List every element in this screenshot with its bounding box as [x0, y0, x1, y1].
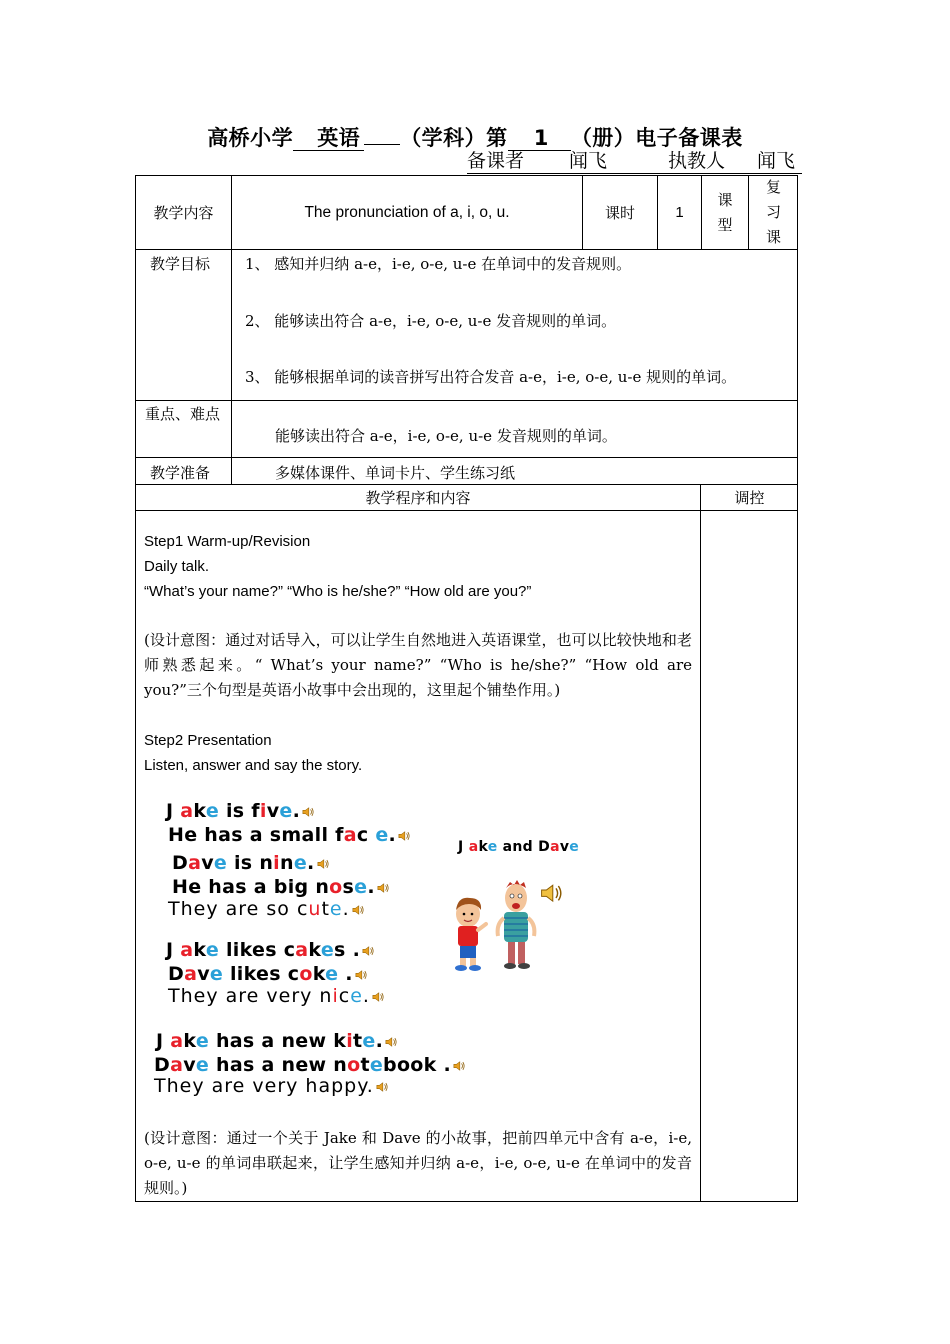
speaker-icon[interactable]	[385, 1036, 397, 1048]
authors-line	[467, 149, 802, 174]
step2-title: Step2 Presentation	[144, 732, 272, 749]
volume-value: 1	[508, 126, 571, 151]
story-line-4: He has a big nose.	[172, 876, 389, 898]
procedure-header: 教学程序和内容	[365, 489, 471, 507]
speaker-icon[interactable]	[376, 1081, 388, 1093]
step1-line: “What’s your name?” “Who is he/she?” “How old are you?”	[144, 583, 532, 600]
story-line-7: Dave likes coke .	[168, 963, 367, 985]
period-label: 课时	[604, 204, 635, 222]
content-label: 教学内容	[153, 204, 214, 222]
step1-block	[144, 529, 692, 604]
content-value: The pronunciation of a, i, o, u.	[304, 203, 510, 221]
step2-note: (设计意图：通过一个关于 Jake 和 Dave 的小故事，把前四单元中含有 a-e，i-e, o-e, u-e 的单词串联起来，让学生感知并归纳 a-e，i-e, o-e, u-e 在单词中的发音规则。)	[144, 1129, 692, 1197]
control-header: 调控	[734, 489, 765, 507]
step1-line: Daily talk.	[144, 558, 210, 575]
step2-line: Listen, answer and say the story.	[144, 757, 363, 774]
speaker-icon-large	[542, 885, 561, 901]
key-label: 重点、难点	[145, 405, 221, 423]
teacher-name: 闻飞	[757, 150, 796, 172]
story-line-3: Dave is nine.	[172, 852, 329, 874]
school-name: 高桥小学	[207, 126, 294, 150]
story-line-9: J ake has a new kite.	[156, 1030, 397, 1052]
dave-figure	[498, 880, 535, 969]
page-title	[0, 122, 950, 152]
story-title: J ake and Dave	[458, 839, 580, 855]
prep-label: 教学准备	[150, 464, 211, 482]
subject-value: 英语	[293, 126, 364, 151]
speaker-icon[interactable]	[317, 858, 329, 870]
story-line-8: They are very nice.	[168, 985, 384, 1007]
volume-suffix: （册）电子备课表	[570, 126, 743, 150]
speaker-icon[interactable]	[453, 1060, 465, 1072]
goals-label: 教学目标	[150, 255, 211, 273]
step1-note: (设计意图：通过对话导入，可以让学生自然地进入英语课堂，也可以比较快地和老师熟悉起来。“ What’s your name?” “Who is he/she?” “How old are you?”三个句型是英语小故事中会出现的，这里起个铺垫作用。)	[144, 631, 692, 699]
jake-and-dave-illustration	[440, 876, 570, 976]
teacher-label: 执教人	[668, 150, 726, 172]
speaker-icon[interactable]	[372, 991, 384, 1003]
jake-figure	[455, 898, 486, 971]
speaker-icon[interactable]	[352, 904, 364, 916]
goal-item: 3、 能够根据单词的读音拼写出符合发音 a-e，i-e, o-e, u-e 规则的单词。	[245, 368, 737, 386]
story-line-5: They are so cute.	[168, 898, 364, 920]
preparer-label: 备课者	[467, 150, 525, 172]
subject-suffix: （学科）第	[400, 126, 508, 150]
goal-item: 1、 感知并归纳 a-e，i-e, o-e, u-e 在单词中的发音规则。	[245, 255, 632, 273]
story-line-11: They are very happy.	[154, 1075, 388, 1097]
speaker-icon[interactable]	[355, 969, 367, 981]
type-label: 课 型	[717, 191, 733, 234]
story-line-6: J ake likes cakes .	[166, 939, 374, 961]
preparer-name: 闻飞	[569, 150, 608, 172]
type-value: 复 习 课	[765, 178, 781, 246]
period-value: 1	[675, 204, 684, 221]
key-value: 能够读出符合 a-e，i-e, o-e, u-e 发音规则的单词。	[275, 427, 617, 445]
step1-title: Step1 Warm-up/Revision	[144, 533, 311, 550]
speaker-icon[interactable]	[302, 806, 314, 818]
step2-block	[144, 728, 692, 778]
story-line-1: J ake is five.	[166, 800, 314, 822]
speaker-icon[interactable]	[362, 945, 374, 957]
speaker-icon[interactable]	[377, 882, 389, 894]
prep-value: 多媒体课件、单词卡片、学生练习纸	[275, 464, 516, 482]
goal-item: 2、 能够读出符合 a-e，i-e, o-e, u-e 发音规则的单词。	[245, 312, 617, 330]
story-line-10: Dave has a new notebook .	[154, 1054, 465, 1076]
story-line-2: He has a small fac e.	[168, 824, 410, 846]
speaker-icon[interactable]	[398, 830, 410, 842]
